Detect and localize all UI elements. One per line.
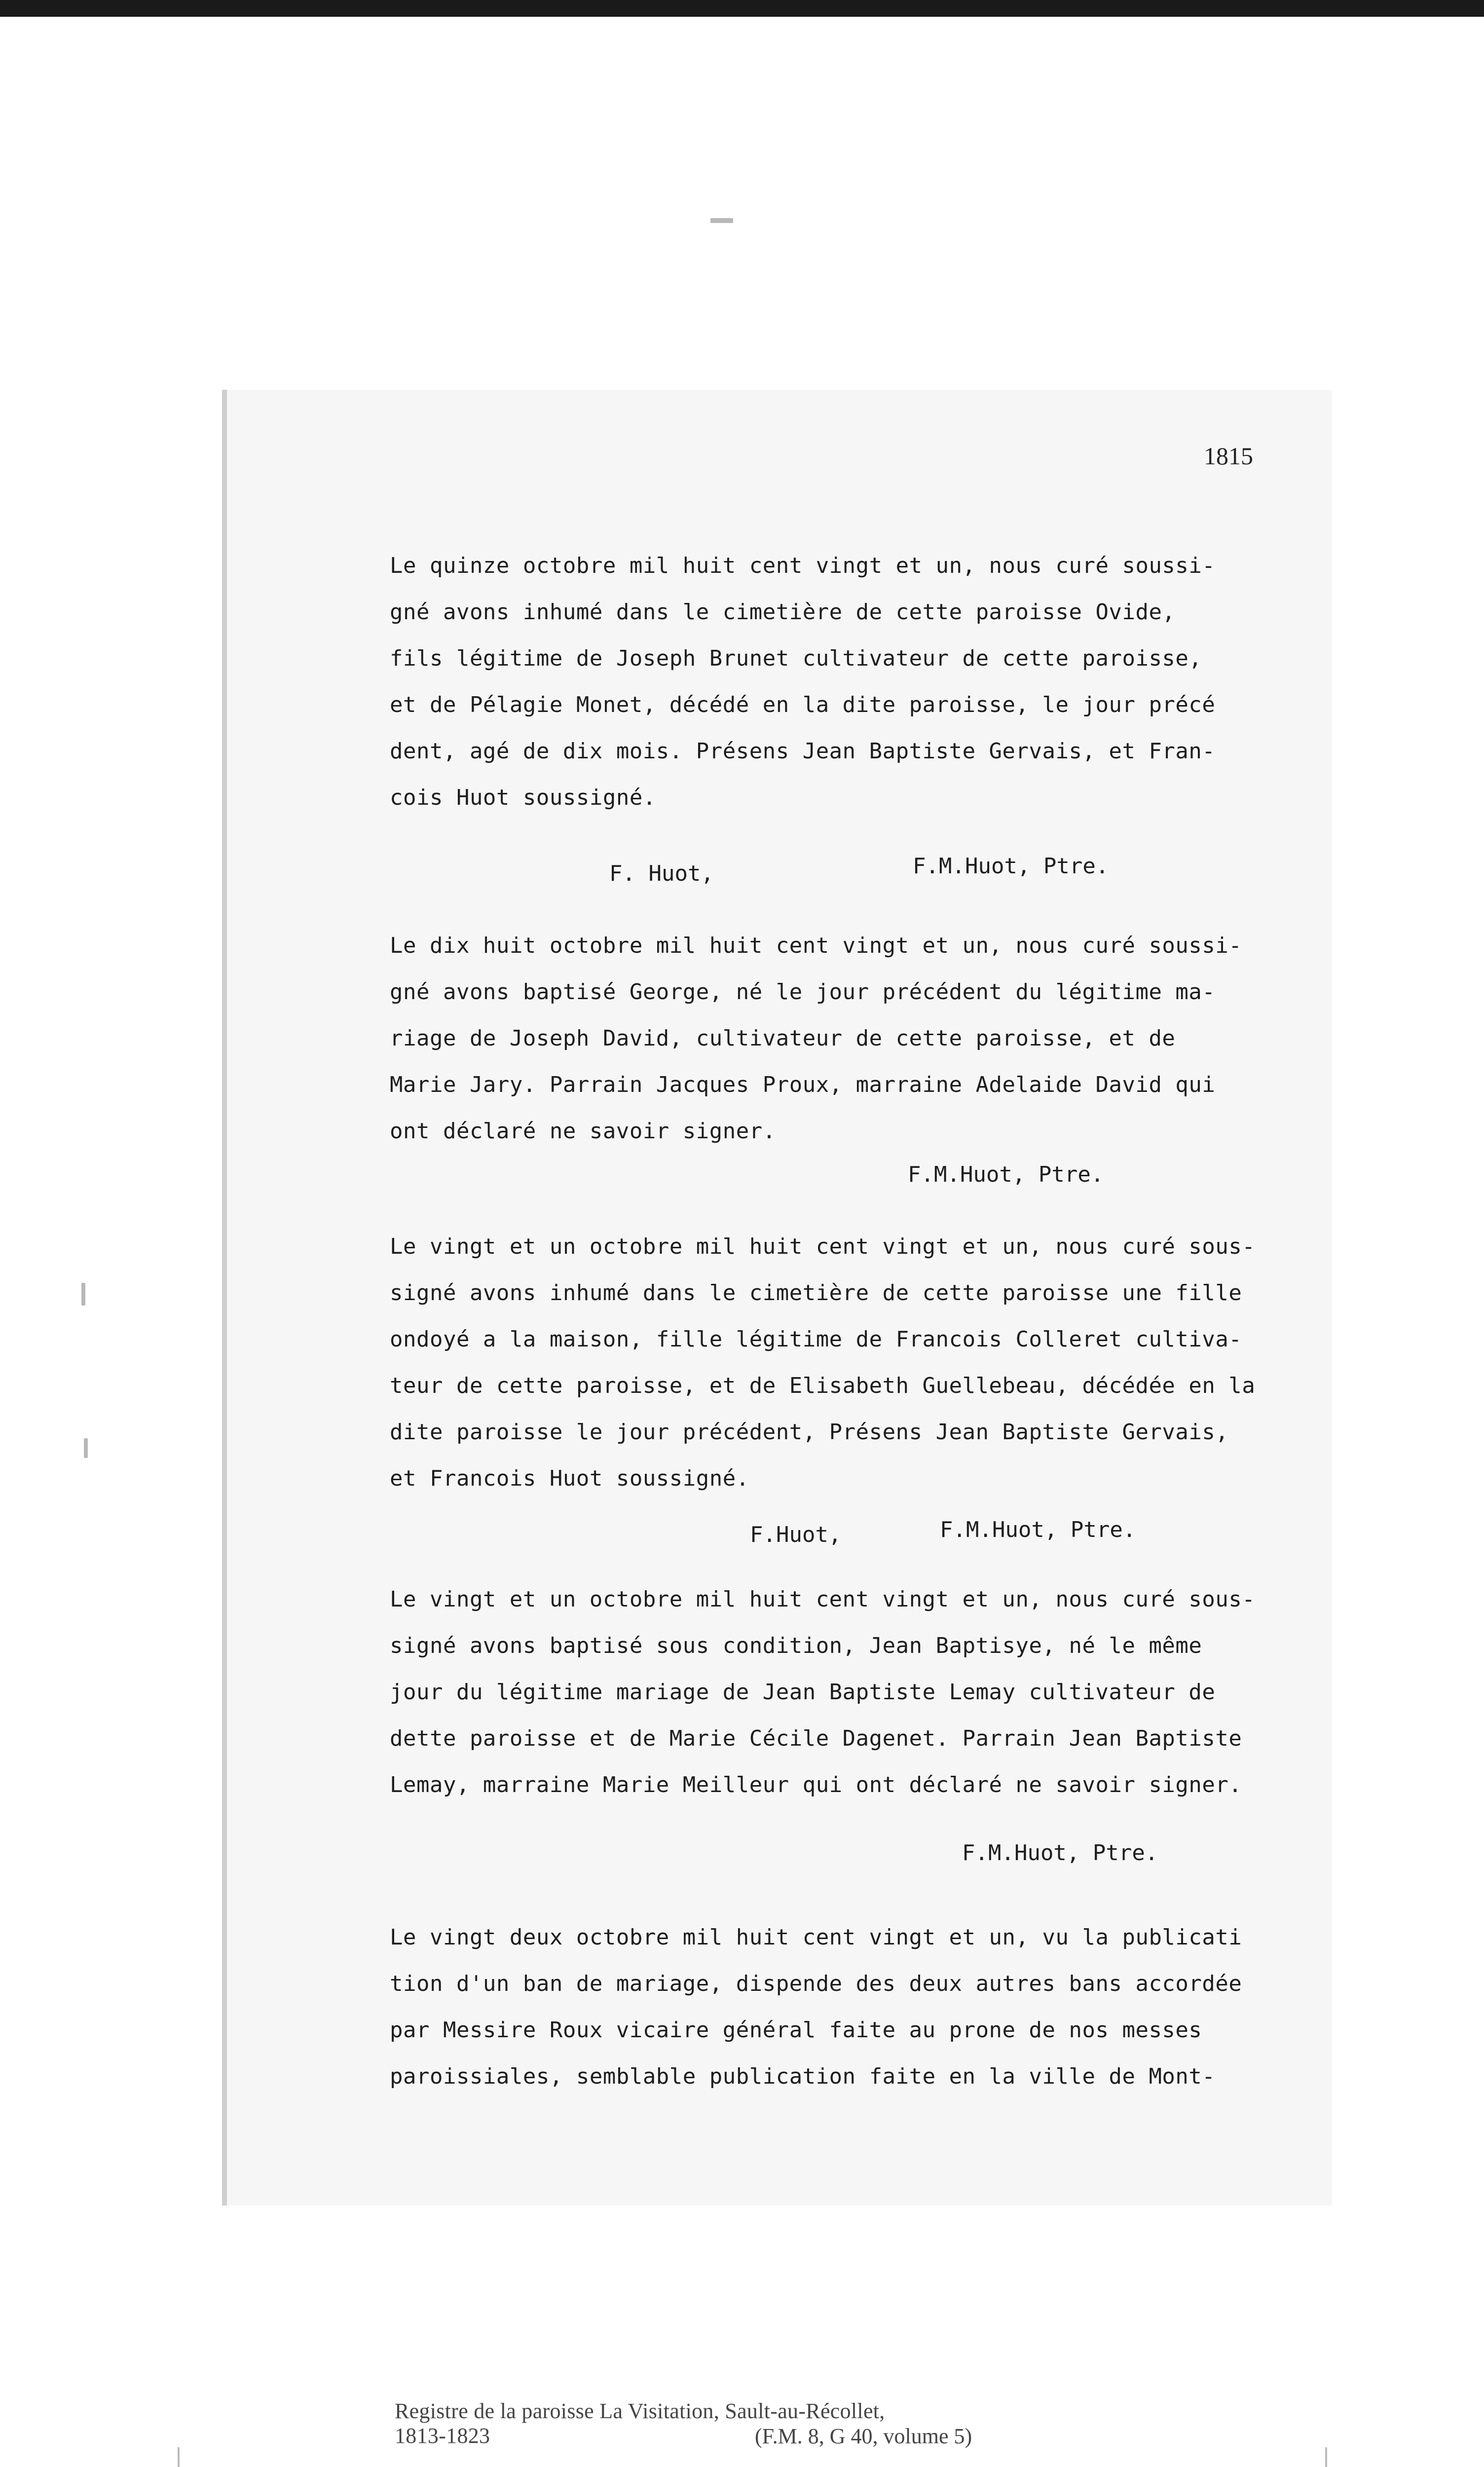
register-entry <box>390 1224 1327 1502</box>
entry-line: Le dix huit octobre mil huit cent vingt et un, nous curé soussi- <box>390 933 1242 958</box>
entry-line: dite paroisse le jour précédent, Présens Jean Baptiste Gervais, <box>390 1420 1229 1445</box>
entry-line: riage de Joseph David, cultivateur de cette paroisse, et de <box>390 1026 1176 1051</box>
priest-signature: F.M.Huot, Ptre. <box>962 1840 1158 1866</box>
witness-signature: F. Huot, <box>609 861 714 886</box>
entry-line: signé avons baptisé sous condition, Jean Baptisye, né le même <box>390 1633 1202 1658</box>
register-entry <box>390 1576 1327 1808</box>
witness-signature: F.Huot, <box>750 1522 842 1547</box>
film-smudge <box>710 218 733 223</box>
entry-line: gné avons inhumé dans le cimetière de cette paroisse Ovide, <box>390 599 1176 625</box>
entry-line: fils légitime de Joseph Brunet cultivateur de cette paroisse, <box>390 646 1202 671</box>
entry-line: Le quinze octobre mil huit cent vingt et un, nous curé soussi- <box>390 553 1216 578</box>
film-frame-edge <box>0 0 1484 17</box>
entry-line: par Messire Roux vicaire général faite au prone de nos messes <box>390 2018 1202 2043</box>
entry-line: et de Pélagie Monet, décédé en la dite paroisse, le jour précé <box>390 692 1216 717</box>
archive-reference: (F.M. 8, G 40, volume 5) <box>755 2424 972 2448</box>
entry-line: jour du légitime mariage de Jean Baptiste Lemay cultivateur de <box>390 1680 1216 1705</box>
priest-signature: F.M.Huot, Ptre. <box>908 1162 1104 1187</box>
entry-line: tion d'un ban de mariage, dispende des deux autres bans accordée <box>390 1971 1242 1996</box>
register-entry <box>390 543 1327 821</box>
register-entry <box>390 923 1327 1155</box>
page-number: 1815 <box>1204 442 1253 470</box>
archives-stamp-frame <box>178 2447 1327 2467</box>
entry-line: Le vingt et un octobre mil huit cent vingt et un, nous curé sous- <box>390 1587 1256 1612</box>
caption-line: Registre de la paroisse La Visitation, Sault-au-Récollet, <box>395 2399 885 2423</box>
entry-line: ont déclaré ne savoir signer. <box>390 1119 776 1144</box>
priest-signature: F.M.Huot, Ptre. <box>940 1517 1136 1542</box>
entry-line: paroissiales, semblable publication faite en la ville de Mont- <box>390 2064 1216 2089</box>
entry-line: et Francois Huot soussigné. <box>390 1466 749 1491</box>
entry-line: dent, agé de dix mois. Présens Jean Baptiste Gervais, et Fran- <box>390 739 1216 764</box>
film-smudge <box>84 1438 88 1458</box>
entry-line: Le vingt deux octobre mil huit cent vingt et un, vu la publicati <box>390 1925 1242 1950</box>
entry-line: gné avons baptisé George, né le jour précédent du légitime ma- <box>390 979 1216 1005</box>
entry-line: dette paroisse et de Marie Cécile Dagenet. Parrain Jean Baptiste <box>390 1726 1242 1751</box>
entry-line: signé avons inhumé dans le cimetière de cette paroisse une fille <box>390 1280 1242 1306</box>
priest-signature: F.M.Huot, Ptre. <box>913 854 1109 879</box>
register-entry <box>390 1914 1327 2100</box>
film-smudge <box>81 1283 85 1306</box>
entry-line: cois Huot soussigné. <box>390 785 656 810</box>
caption-line: 1813-1823 <box>395 2424 490 2448</box>
entry-line: Le vingt et un octobre mil huit cent vingt et un, nous curé sous- <box>390 1234 1256 1259</box>
entry-line: teur de cette paroisse, et de Elisabeth Guellebeau, décédée en la <box>390 1373 1256 1398</box>
entry-line: ondoyé a la maison, fille légitime de Francois Colleret cultiva- <box>390 1327 1242 1352</box>
entry-line: Marie Jary. Parrain Jacques Proux, marraine Adelaide David qui <box>390 1072 1216 1097</box>
entry-line: Lemay, marraine Marie Meilleur qui ont déclaré ne savoir signer. <box>390 1772 1242 1797</box>
